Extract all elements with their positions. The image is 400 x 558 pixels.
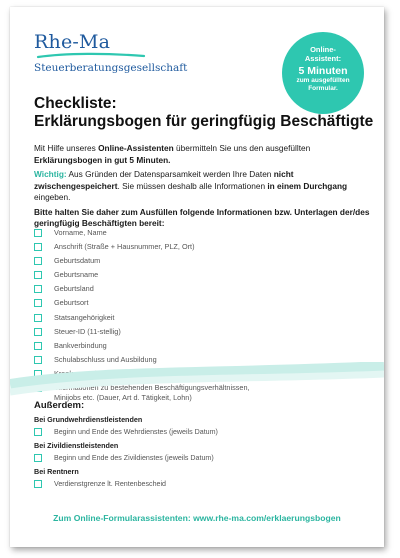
decorative-waves bbox=[10, 362, 384, 402]
checklist-item bbox=[34, 327, 374, 341]
section-title: Außerdem: bbox=[34, 400, 85, 411]
checklist-item-label: Vorname, Name bbox=[54, 228, 107, 237]
checklist-item-label: Bankverbindung bbox=[54, 340, 107, 350]
checklist-item bbox=[34, 284, 374, 298]
intro-paragraph-2 bbox=[34, 169, 370, 204]
intro-important-label: Wichtig: bbox=[34, 169, 67, 179]
badge-line-1: Online- bbox=[310, 45, 336, 54]
logo-subtitle: Steuerberatungsgesellschaft bbox=[34, 62, 188, 74]
intro-paragraph-3 bbox=[34, 207, 370, 230]
logo-swoosh-icon bbox=[36, 52, 146, 60]
intro-p1-d: Erklärungsbogen in gut 5 Minuten. bbox=[34, 154, 171, 165]
checklist-item-label: Schulabschluss und Ausbildung bbox=[54, 354, 157, 364]
footer-link[interactable]: Zum Online-Formularassistenten: www.rhe-ma.com/erklaerungsbogen bbox=[53, 513, 341, 523]
checklist-item-label: Steuer-ID (11-stellig) bbox=[54, 326, 121, 336]
title-line-2: Erklärungsbogen für geringfügig Beschäftigte bbox=[34, 113, 374, 130]
checkbox[interactable] bbox=[34, 229, 42, 237]
intro-p1-a: Mit Hilfe unseres bbox=[34, 143, 99, 153]
intro-p2-c: nicht zwischengespeichert bbox=[34, 169, 294, 191]
checklist-item bbox=[34, 313, 374, 327]
title-line-1: Checkliste: bbox=[34, 95, 117, 112]
checklist-item-label: Statsangehörigkeit bbox=[54, 312, 115, 322]
company-logo bbox=[34, 31, 188, 74]
group-title: Bei Zivildienstleistenden bbox=[34, 441, 119, 450]
intro-p2-e: in einem Durchgang bbox=[267, 180, 348, 191]
checklist-item-label: Geburtsname bbox=[54, 270, 99, 280]
checkbox[interactable] bbox=[34, 243, 42, 251]
checkbox[interactable] bbox=[34, 285, 42, 293]
checkbox[interactable] bbox=[34, 257, 42, 265]
checklist-item-line-1: Informationen zu bestehenden Beschäftigungsverhältnissen, bbox=[54, 383, 250, 393]
checklist-item bbox=[34, 228, 374, 242]
checklist-item bbox=[34, 453, 374, 462]
badge-line-5: Formular. bbox=[308, 85, 338, 92]
checklist-item bbox=[34, 270, 374, 284]
group-title: Bei Grundwehrdienstleistenden bbox=[34, 415, 143, 424]
badge-line-2: Assistent: bbox=[304, 54, 342, 63]
checklist-item bbox=[34, 427, 374, 436]
checklist-item bbox=[34, 341, 374, 355]
checkbox[interactable] bbox=[34, 328, 42, 336]
checklist-item-label: Geburtsland bbox=[54, 284, 94, 294]
checkbox[interactable] bbox=[34, 428, 42, 436]
checklist-item bbox=[34, 256, 374, 270]
checklist-page bbox=[10, 7, 384, 547]
checkbox[interactable] bbox=[34, 314, 42, 322]
checklist-item bbox=[34, 242, 374, 256]
checkbox[interactable] bbox=[34, 271, 42, 279]
intro-text bbox=[34, 143, 370, 230]
logo-name: Rhe-Ma bbox=[34, 31, 111, 53]
additional-section bbox=[34, 400, 374, 493]
checklist-item bbox=[34, 479, 374, 488]
intro-paragraph-1 bbox=[34, 143, 370, 166]
badge-line-3: 5 Minuten bbox=[298, 65, 348, 77]
checklist-item-label: Krankenversicherung bbox=[54, 368, 123, 378]
intro-p2-f: eingeben. bbox=[34, 192, 71, 202]
checklist-item-label: Beginn und Ende des Zivildienstes (jeweils Datum) bbox=[54, 453, 214, 462]
checklist-item-label: Beginn und Ende des Wehrdienstes (jeweils Datum) bbox=[54, 427, 218, 436]
intro-p3: Bitte halten Sie daher zum Ausfüllen folgende Informationen bzw. Unterlagen der/des geringfügig Beschäftigten bereit: bbox=[34, 206, 370, 228]
checkbox[interactable] bbox=[34, 480, 42, 488]
checklist-item bbox=[34, 298, 374, 312]
page-title bbox=[34, 95, 373, 131]
checkbox[interactable] bbox=[34, 342, 42, 350]
checklist-item-label: Verdienstgrenze lt. Rentenbescheid bbox=[54, 479, 166, 488]
intro-p2-b: Aus Gründen der Datensparsamkeit werden Ihre Daten bbox=[66, 169, 274, 179]
checklist-item-line-2: Minijobs etc. (Dauer, Art d. Tätigkeit, Lohn) bbox=[54, 392, 192, 402]
intro-p2-d: . Sie müssen deshalb alle Informationen bbox=[117, 180, 268, 191]
checklist-item-label: Anschrift (Straße + Hausnummer, PLZ, Ort) bbox=[54, 242, 195, 252]
checkbox[interactable] bbox=[34, 454, 42, 462]
intro-p1-b: Online-Assistenten bbox=[98, 143, 174, 153]
checkbox[interactable] bbox=[34, 299, 42, 307]
badge-line-4: zum ausgefüllten bbox=[296, 77, 350, 84]
checklist-item-label: Geburtsort bbox=[54, 298, 89, 308]
intro-p1-c: übermitteln Sie uns den ausgefüllten bbox=[173, 143, 311, 153]
group-title: Bei Rentnern bbox=[34, 467, 79, 476]
checklist-item-label: Geburtsdatum bbox=[54, 256, 101, 266]
